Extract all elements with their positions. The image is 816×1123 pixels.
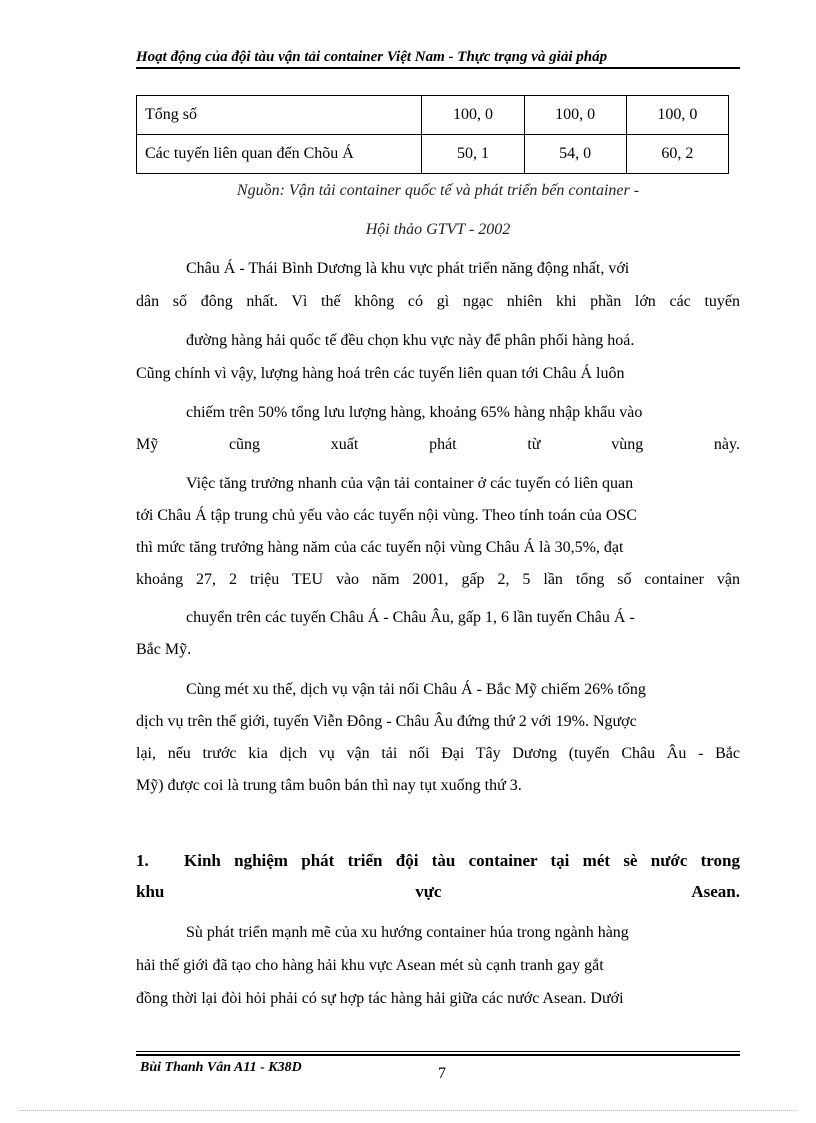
table-cell-value: 100, 0 [422,96,524,135]
header-rule [136,67,740,69]
paragraph-line: thì mức tăng trưởng hàng năm của các tuyến nội vùng Châu Á là 30,5%, đạt [136,539,624,556]
paragraph-line: đường hàng hải quốc tế đều chọn khu vực này để phân phối hàng hoá. [186,332,635,349]
page-number: 7 [438,1065,446,1082]
paragraph-line: Cùng mét xu thế, dịch vụ vận tải nối Châu Á - Bắc Mỹ chiếm 26% tổng [186,681,646,698]
section-number: 1. [136,851,149,870]
paragraph-line: dân số đông nhất. Vì thế không có gì ngạc nhiên khi phần lớn các tuyến [136,293,740,310]
paragraph-line: chiếm trên 50% tổng lưu lượng hàng, khoảng 65% hàng nhập khẩu vào [186,404,643,421]
paragraph-line: Mỹ cũng xuất phát từ vùng này. [136,436,740,453]
paragraph-line: tới Châu Á tập trung chủ yếu vào các tuyến nội vùng. Theo tính toán của OSC [136,507,637,524]
paragraph-line: khoảng 27, 2 triệu TEU vào năm 2001, gấp 2, 5 lần tổng số container vận [136,571,740,588]
paragraph-line: dịch vụ trên thế giới, tuyến Viễn Đông - Châu Âu đứng thứ 2 với 19%. Ngược [136,713,637,730]
section-heading [136,851,740,873]
paragraph-line: lại, nếu trước kia dịch vụ vận tải nối Đại Tây Dương (tuyến Châu Âu - Bắc [136,745,740,762]
table-cell-value: 54, 0 [524,135,626,174]
paragraph-line: Cũng chính vì vậy, lượng hàng hoá trên các tuyến liên quan tới Châu Á luôn [136,365,625,382]
paragraph-line: hải thế giới đã tạo cho hàng hải khu vực Asean mét sù cạnh tranh gay gắt [136,957,604,974]
table-cell-label: Các tuyến liên quan đến Chõu Á [137,135,422,174]
running-header: Hoạt động của đội tàu vận tải container Việt Nam - Thực trạng và giải pháp [136,49,608,65]
table-cell-label: Tổng số [137,96,422,135]
paragraph-line: Mỹ) được coi là trung tâm buôn bán thì nay tụt xuống thứ 3. [136,777,522,794]
page-edge-divider [20,1110,796,1111]
section-heading-continued [136,882,740,902]
footer-rule [136,1054,740,1056]
share-table [136,95,729,174]
table-cell-value: 60, 2 [626,135,728,174]
table-cell-value: 100, 0 [524,96,626,135]
table-row [137,135,729,174]
paragraph-line: Sù phát triển mạnh mẽ của xu hướng container húa trong ngành hàng [186,924,629,941]
footer-rule [136,1051,740,1052]
source-note: Nguồn: Vận tải container quốc tế và phát triển bến container - [236,182,640,199]
section-title-line: Kinh nghiệm phát triển đội tàu container tại mét sè nước trong [184,851,740,870]
footer-author: Bùi Thanh Vân A11 - K38D [140,1060,302,1075]
table-cell-value: 100, 0 [626,96,728,135]
paragraph-line: Bắc Mỹ. [136,641,192,658]
paragraph-line: chuyển trên các tuyến Châu Á - Châu Âu, gấp 1, 6 lần tuyến Châu Á - [186,609,635,626]
paragraph-line: đồng thời lại đòi hỏi phải có sự hợp tác hàng hải giữa các nước Asean. Dưới [136,990,624,1007]
table-row [137,96,729,135]
source-note: Hội thảo GTVT - 2002 [365,221,511,238]
paragraph-line: Việc tăng trưởng nhanh của vận tải container ở các tuyến có liên quan [186,475,634,492]
paragraph-line: Châu Á - Thái Bình Dương là khu vực phát triển năng động nhất, với [186,260,630,277]
table-cell-value: 50, 1 [422,135,524,174]
section-title-line: khu vực Asean. [136,882,740,901]
